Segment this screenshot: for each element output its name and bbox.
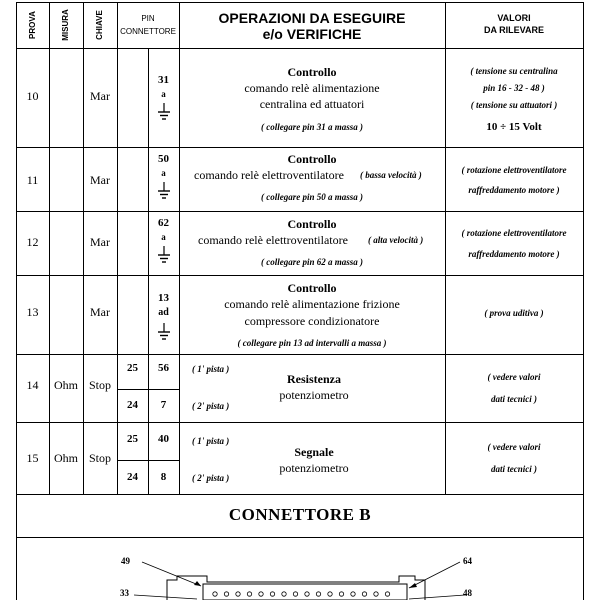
pin-b: 7	[160, 399, 167, 411]
connector-pin-hole	[293, 592, 297, 596]
connector-pin-hole	[362, 592, 366, 596]
pin-label: 33	[120, 588, 129, 598]
prova-number: 11	[26, 173, 39, 187]
misura-value: Ohm	[54, 378, 78, 392]
track-note: ( 1' pista )	[192, 436, 230, 446]
value-text: dati tecnici )	[491, 464, 537, 474]
header-verifiche: e/o VERIFICHE	[262, 26, 362, 42]
connector-pin-hole	[247, 592, 251, 596]
header-operazioni: OPERAZIONI DA ESEGUIRE	[218, 10, 406, 26]
pin-number: 62	[158, 217, 169, 229]
operation-desc: potenziometro	[279, 461, 349, 475]
prova-number: 14	[26, 378, 39, 392]
chiave-value: Mar	[90, 305, 110, 319]
pin-b: 40	[158, 433, 169, 445]
pin-b: 8	[160, 471, 167, 483]
misura-value: Ohm	[54, 451, 78, 465]
operation-desc: comando relè alimentazione	[244, 81, 380, 95]
operation-title: Controllo	[287, 65, 337, 79]
pin-a: 24	[127, 399, 138, 411]
header-pin: PIN	[141, 14, 155, 23]
pin-a: 24	[127, 471, 138, 483]
pin-label: 48	[463, 588, 472, 598]
track-note: ( 1' pista )	[192, 364, 230, 374]
chiave-value: Stop	[88, 451, 111, 465]
pin-sub: a	[161, 89, 166, 99]
operation-desc: centralina ed attuatori	[259, 97, 365, 111]
connector-pin-hole	[236, 592, 240, 596]
operation-title: Resistenza	[287, 372, 341, 386]
connector-pin-hole	[224, 592, 228, 596]
chiave-value: Mar	[90, 89, 110, 103]
operation-note: ( collegare pin 50 a massa )	[261, 192, 363, 202]
operation-desc: comando relè elettroventilatore	[194, 168, 344, 182]
pin-sub: a	[161, 168, 166, 178]
track-note: ( 2' pista )	[192, 473, 230, 483]
ground-icon	[157, 246, 171, 264]
pin-sub: a	[161, 232, 166, 242]
connector-pin-hole	[328, 592, 332, 596]
speed-note: ( alta velocità )	[368, 235, 424, 245]
header-connettore: CONNETTORE	[120, 27, 176, 36]
ground-icon	[157, 323, 171, 341]
prova-number: 12	[26, 235, 39, 249]
operation-title: Controllo	[287, 217, 337, 231]
value-voltage: 10 ÷ 15 Volt	[486, 121, 542, 133]
operation-title: Controllo	[287, 152, 337, 166]
connector-pin-hole	[316, 592, 320, 596]
header-misura: MISURA	[61, 9, 70, 41]
value-text: ( vedere valori	[487, 372, 541, 382]
value-text: raffreddamento motore )	[468, 185, 560, 195]
header-da-rilevare: DA RILEVARE	[483, 25, 544, 35]
pin-sub: ad	[158, 307, 169, 318]
ground-icon	[157, 103, 171, 121]
connector-pin-hole	[270, 592, 274, 596]
connector-diagram	[17, 538, 583, 600]
chiave-value: Stop	[88, 378, 111, 392]
pin-b: 56	[158, 362, 169, 374]
connector-pin-hole	[351, 592, 355, 596]
pin-a: 25	[127, 362, 138, 374]
pin-a: 25	[127, 433, 138, 445]
value-text: ( rotazione elettroventilatore	[461, 228, 567, 238]
header-chiave: CHIAVE	[95, 10, 104, 40]
operation-desc: comando relè alimentazione frizione	[224, 297, 400, 311]
header-valori: VALORI	[497, 13, 531, 23]
connector-pin-row	[213, 592, 390, 596]
operation-title: Controllo	[287, 281, 337, 295]
pin-number: 50	[158, 153, 169, 165]
pin-number: 13	[158, 292, 169, 304]
prova-number: 15	[26, 451, 39, 465]
connector-pin-hole	[374, 592, 378, 596]
operation-desc: compressore condizionatore	[244, 314, 380, 328]
value-text: ( vedere valori	[487, 442, 541, 452]
connector-title: CONNETTORE B	[228, 505, 372, 524]
connector-pin-hole	[385, 592, 389, 596]
value-text: ( tensione su attuatori )	[470, 100, 558, 110]
operation-desc: potenziometro	[279, 388, 349, 402]
value-text: ( prova uditiva )	[484, 308, 544, 318]
value-text: ( tensione su centralina	[470, 66, 558, 76]
pin-number: 31	[158, 74, 169, 86]
pin-label: 49	[121, 556, 130, 566]
header-prova: PROVA	[28, 11, 37, 39]
connector-pin-hole	[282, 592, 286, 596]
prova-number: 10	[26, 89, 39, 103]
speed-note: ( bassa velocità )	[360, 170, 422, 180]
operation-title: Segnale	[294, 445, 334, 459]
chiave-value: Mar	[90, 173, 110, 187]
chiave-value: Mar	[90, 235, 110, 249]
operation-note: ( collegare pin 31 a massa )	[261, 122, 363, 132]
operation-note: ( collegare pin 62 a massa )	[261, 257, 363, 267]
value-text: raffreddamento motore )	[468, 249, 560, 259]
ground-icon	[157, 182, 171, 200]
connector-pin-hole	[213, 592, 217, 596]
track-note: ( 2' pista )	[192, 401, 230, 411]
value-text: dati tecnici )	[491, 394, 537, 404]
connector-pin-hole	[305, 592, 309, 596]
value-text: ( rotazione elettroventilatore	[461, 165, 567, 175]
operation-note: ( collegare pin 13 ad intervalli a massa )	[237, 338, 387, 348]
pin-label: 64	[463, 556, 472, 566]
connector-pin-hole	[339, 592, 343, 596]
operation-desc: comando relè elettroventilatore	[198, 233, 348, 247]
prova-number: 13	[26, 305, 39, 319]
value-text: pin 16 - 32 - 48 )	[483, 83, 545, 93]
connector-pin-hole	[259, 592, 263, 596]
